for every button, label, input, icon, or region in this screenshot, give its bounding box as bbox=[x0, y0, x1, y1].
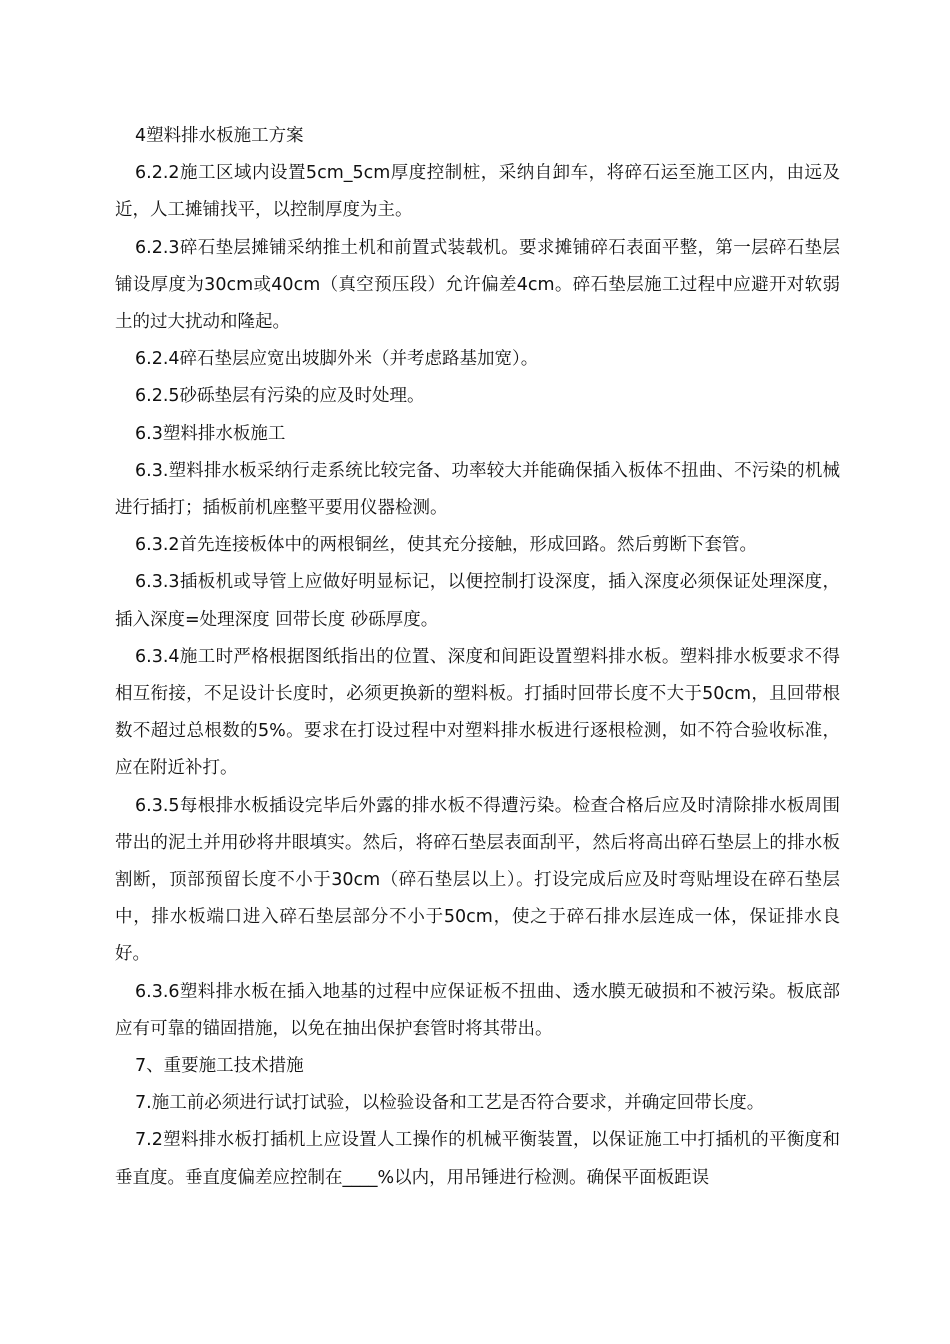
paragraph: 7.2塑料排水板打插机上应设置人工操作的机械平衡装置，以保证施工中打插机的平衡度和垂直度。垂直度偏差应控制在____%以内，用吊锤进行检测。确保平面板距误 bbox=[115, 1130, 840, 1188]
section-heading: 6.3塑料排水板施工 bbox=[135, 423, 286, 444]
paragraph: 6.2.2施工区域内设置5cm_5cm厚度控制桩，采纳自卸车，将碎石运至施工区内，由远及近，人工摊铺找平，以控制厚度为主。 bbox=[115, 163, 840, 221]
section-heading: 4塑料排水板施工方案 bbox=[135, 126, 304, 146]
paragraph: 6.3.5每根排水板插设完毕后外露的排水板不得遭污染。检查合格后应及时清除排水板周围带出的泥土并用砂将井眼填实。然后，将碎石垫层表面刮平，然后将高出碎石垫层上的排水板割断，顶部预留长度不小于30cm（碎石垫层以上）。打设完成后应及时弯贴埋设在碎石垫层中，排水板端口进入碎石垫层部分不小于50cm，使之于碎石排水层连成一体，保证排水良好。 bbox=[115, 795, 840, 965]
paragraph: 6.3.3插板机或导管上应做好明显标记，以便控制打设深度，插入深度必须保证处理深度，插入深度=处理深度 回带长度 砂砾厚度。 bbox=[115, 572, 840, 630]
section-heading: 7、重要施工技术措施 bbox=[135, 1056, 304, 1077]
paragraph: 6.3.塑料排水板采纳行走系统比较完备、功率较大并能确保插入板体不扭曲、不污染的机械进行插打；插板前机座整平要用仪器检测。 bbox=[115, 460, 840, 519]
document-body bbox=[115, 118, 840, 1197]
paragraph: 6.2.3碎石垫层摊铺采纳推土机和前置式装载机。要求摊铺碎石表面平整，第一层碎石垫层铺设厚度为30cm或40cm（真空预压段）允许偏差4cm。碎石垫层施工过程中应避开对软弱土的过大扰动和隆起。 bbox=[115, 237, 840, 333]
paragraph: 7.施工前必须进行试打试验，以检验设备和工艺是否符合要求，并确定回带长度。 bbox=[135, 1093, 765, 1114]
paragraph: 6.3.2首先连接板体中的两根铜丝，使其充分接触，形成回路。然后剪断下套管。 bbox=[135, 535, 758, 556]
paragraph: 6.2.4碎石垫层应宽出坡脚外米（并考虑路基加宽）。 bbox=[135, 349, 539, 370]
paragraph: 6.3.4施工时严格根据图纸指出的位置、深度和间距设置塑料排水板。塑料排水板要求不得相互衔接，不足设计长度时，必须更换新的塑料板。打插时回带长度不大于50cm，且回带根数不超过总根数的5%。要求在打设过程中对塑料排水板进行逐根检测，如不符合验收标准，应在附近补打。 bbox=[115, 646, 840, 779]
paragraph: 6.3.6塑料排水板在插入地基的过程中应保证板不扭曲、透水膜无破损和不被污染。板底部应有可靠的锚固措施，以免在抽出保护套管时将其带出。 bbox=[115, 981, 840, 1039]
paragraph: 6.2.5砂砾垫层有污染的应及时处理。 bbox=[135, 386, 425, 407]
